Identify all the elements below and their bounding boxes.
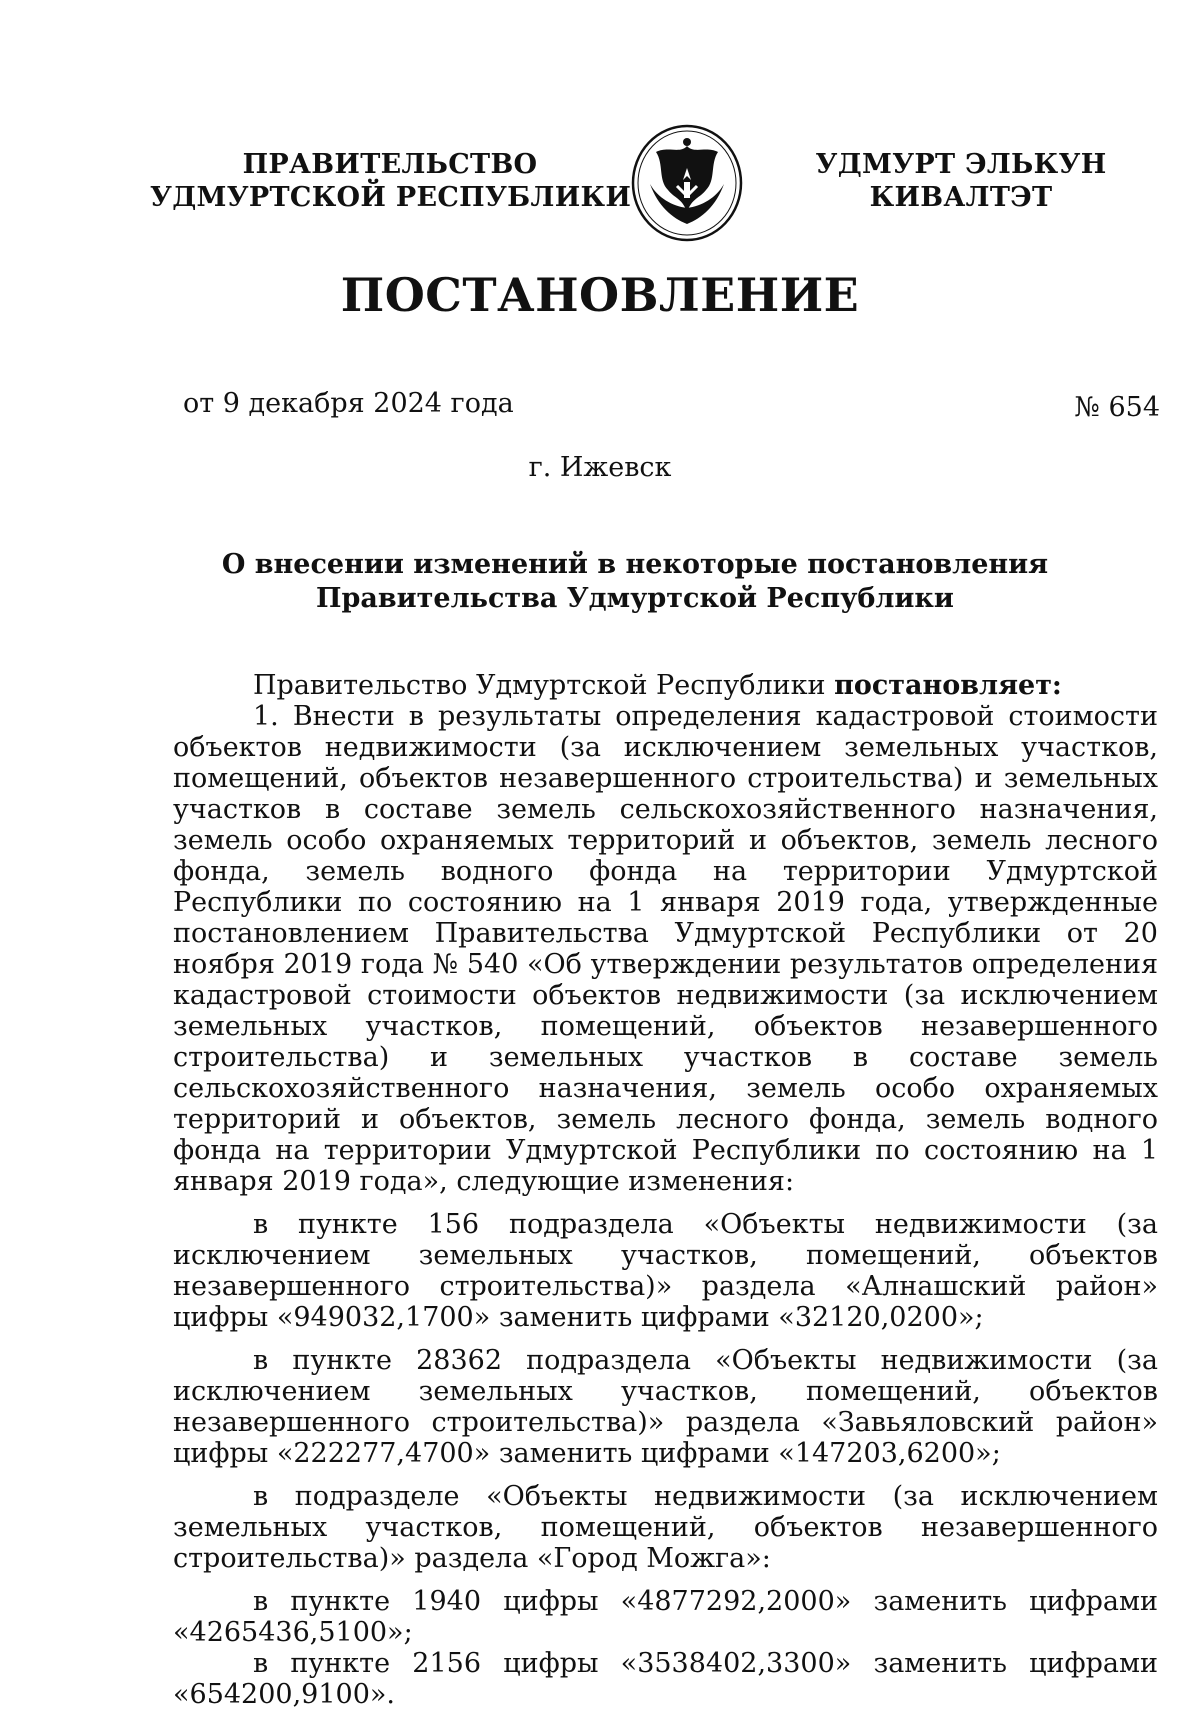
intro-paragraph — [173, 670, 1158, 701]
intro-text: Правительство Удмуртской Республики — [253, 670, 835, 701]
intro-bold: постановляет: — [834, 670, 1062, 701]
paragraph-4: в подразделе «Объекты недвижимости (за исключением земельных участков, помещений, объектов незавершенного строительства)» раздела «Город Можга»: — [173, 1481, 1158, 1574]
header-left-line1: ПРАВИТЕЛЬСТВО — [242, 149, 538, 180]
header-right — [802, 148, 1120, 214]
document-city: г. Ижевск — [528, 452, 672, 483]
document-title-line2: Правительства Удмуртской Республики — [316, 583, 954, 614]
document-date: от 9 декабря 2024 года — [183, 388, 514, 419]
document-title-line1: О внесении изменений в некоторые постановления — [221, 549, 1049, 580]
paragraph-1: 1. Внести в результаты определения кадастровой стоимости объектов недвижимости (за исключением земельных участков, помещений, объектов незавершенного строительства) и земельных участков в составе земель сельскохозяйственного назначения, земель особо охраняемых территорий и объектов, земель лесного фонда, земель водного фонда на территории Удмуртской Республики по состоянию на 1 января 2019 года, утвержденные постановлением Правительства Удмуртской Республики от 20 ноября 2019 года № 540 «Об утверждении результатов определения кадастровой стоимости объектов недвижимости (за исключением земельных участков, помещений, объектов незавершенного строительства) и земельных участков в составе земель сельскохозяйственного назначения, земель особо охраняемых территорий и объектов, земель лесного фонда, земель водного фонда на территории Удмуртской Республики по состоянию на 1 января 2019 года», следующие изменения: — [173, 701, 1158, 1197]
document-title — [0, 548, 1200, 616]
header-left — [150, 148, 630, 214]
document-number: № 654 — [1074, 392, 1160, 423]
paragraph-6: в пункте 2156 цифры «3538402,3300» заменить цифрами «654200,9100». — [173, 1648, 1158, 1710]
paragraph-3: в пункте 28362 подраздела «Объекты недвижимости (за исключением земельных участков, помещений, объектов незавершенного строительства)» раздела «Завьяловский район» цифры «222277,4700» заменить цифрами «147203,6200»; — [173, 1345, 1158, 1469]
document-type-heading: ПОСТАНОВЛЕНИЕ — [340, 268, 860, 322]
header-right-line1: УДМУРТ ЭЛЬКУН — [815, 149, 1107, 180]
document-body — [173, 670, 1158, 1710]
header-left-line2: УДМУРТСКОЙ РЕСПУБЛИКИ — [150, 182, 632, 213]
header-right-line2: КИВАЛТЭТ — [869, 182, 1053, 213]
paragraph-2: в пункте 156 подраздела «Объекты недвижимости (за исключением земельных участков, помещений, объектов незавершенного строительства)» раздела «Алнашский район» цифры «949032,1700» заменить цифрами «32120,0200»; — [173, 1209, 1158, 1333]
udmurt-coat-of-arms-icon — [628, 124, 746, 242]
paragraph-5: в пункте 1940 цифры «4877292,2000» заменить цифрами «4265436,5100»; — [173, 1586, 1158, 1648]
